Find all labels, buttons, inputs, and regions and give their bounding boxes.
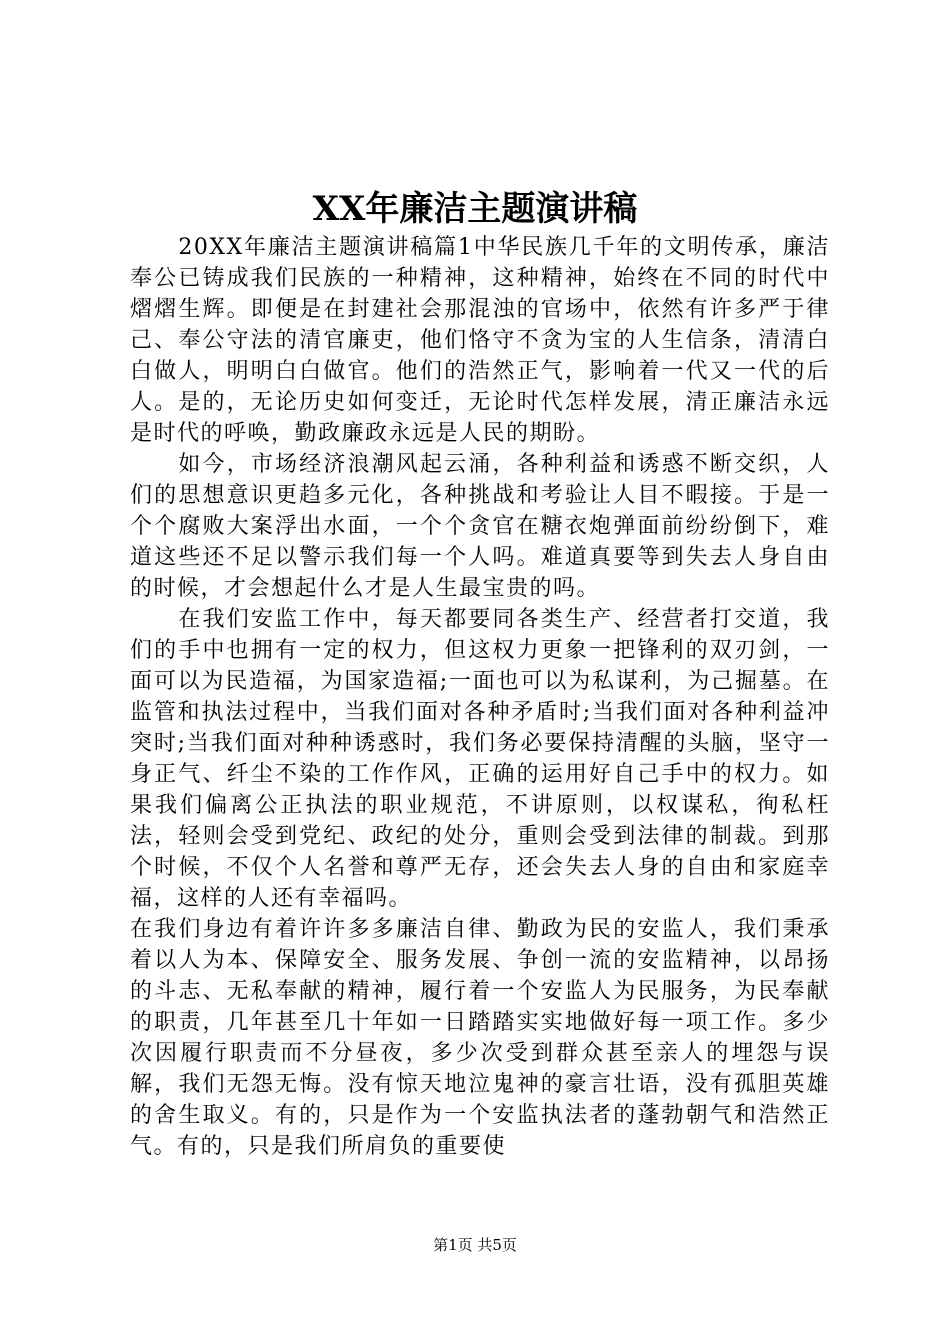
paragraph-3: 在我们安监工作中，每天都要同各类生产、经营者打交道，我们的手中也拥有一定的权力，但这权力更象一把锋利的双刃剑，一面可以为民造福，为国家造福;一面也可以为私谋利，为己掘墓。在监管和执法过程中，当我们面对各种矛盾时;当我们面对各种利益冲突时;当我们面对种种诱惑时，我们务必要保持清醒的头脑，坚守一身正气、纤尘不染的工作作风，正确的运用好自己手中的权力。如果我们偏离公正执法的职业规范，不讲原则，以权谋私，徇私枉法，轻则会受到党纪、政纪的处分，重则会受到法律的制裁。到那个时候，不仅个人名誉和尊严无存，还会失去人身的自由和家庭幸福，这样的人还有幸福吗。 — [130, 607, 830, 911]
document-title: XX年廉洁主题演讲稿 — [312, 189, 638, 229]
paragraph-2: 如今，市场经济浪潮风起云涌，各种利益和诱惑不断交织，人们的思想意识更趋多元化，各种挑战和考验让人目不暇接。于是一个个腐败大案浮出水面，一个个贪官在糖衣炮弹面前纷纷倒下，难道这些还不足以警示我们每一个人吗。难道真要等到失去人身自由的时候，才会想起什么才是人生最宝贵的吗。 — [130, 452, 830, 601]
paragraph-4: 在我们身边有着许许多多廉洁自律、勤政为民的安监人，我们秉承着以人为本、保障安全、服务发展、争创一流的安监精神，以昂扬的斗志、无私奉献的精神，履行着一个安监人为民服务，为民奉献的职责，几年甚至几十年如一日踏踏实实地做好每一项工作。多少次因履行职责而不分昼夜，多少次受到群众甚至亲人的埋怨与误解，我们无怨无悔。没有惊天地泣鬼神的豪言壮语，没有孤胆英雄的舍生取义。有的，只是作为一个安监执法者的蓬勃朝气和浩然正气。有的，只是我们所肩负的重要使 — [130, 917, 830, 1159]
paragraph-1: 20XX年廉洁主题演讲稿篇1中华民族几千年的文明传承，廉洁奉公已铸成我们民族的一种精神，这种精神，始终在不同的时代中熠熠生辉。即便是在封建社会那混浊的官场中，依然有许多严于律己、奉公守法的清官廉吏，他们恪守不贪为宝的人生信条，清清白白做人，明明白白做官。他们的浩然正气，影响着一代又一代的后人。是的，无论历史如何变迁，无论时代怎样发展，清正廉洁永远是时代的呼唤，勤政廉政永远是人民的期盼。 — [130, 235, 830, 446]
page-footer: 第1页 共5页 — [433, 1236, 517, 1254]
document-body — [130, 232, 830, 1162]
